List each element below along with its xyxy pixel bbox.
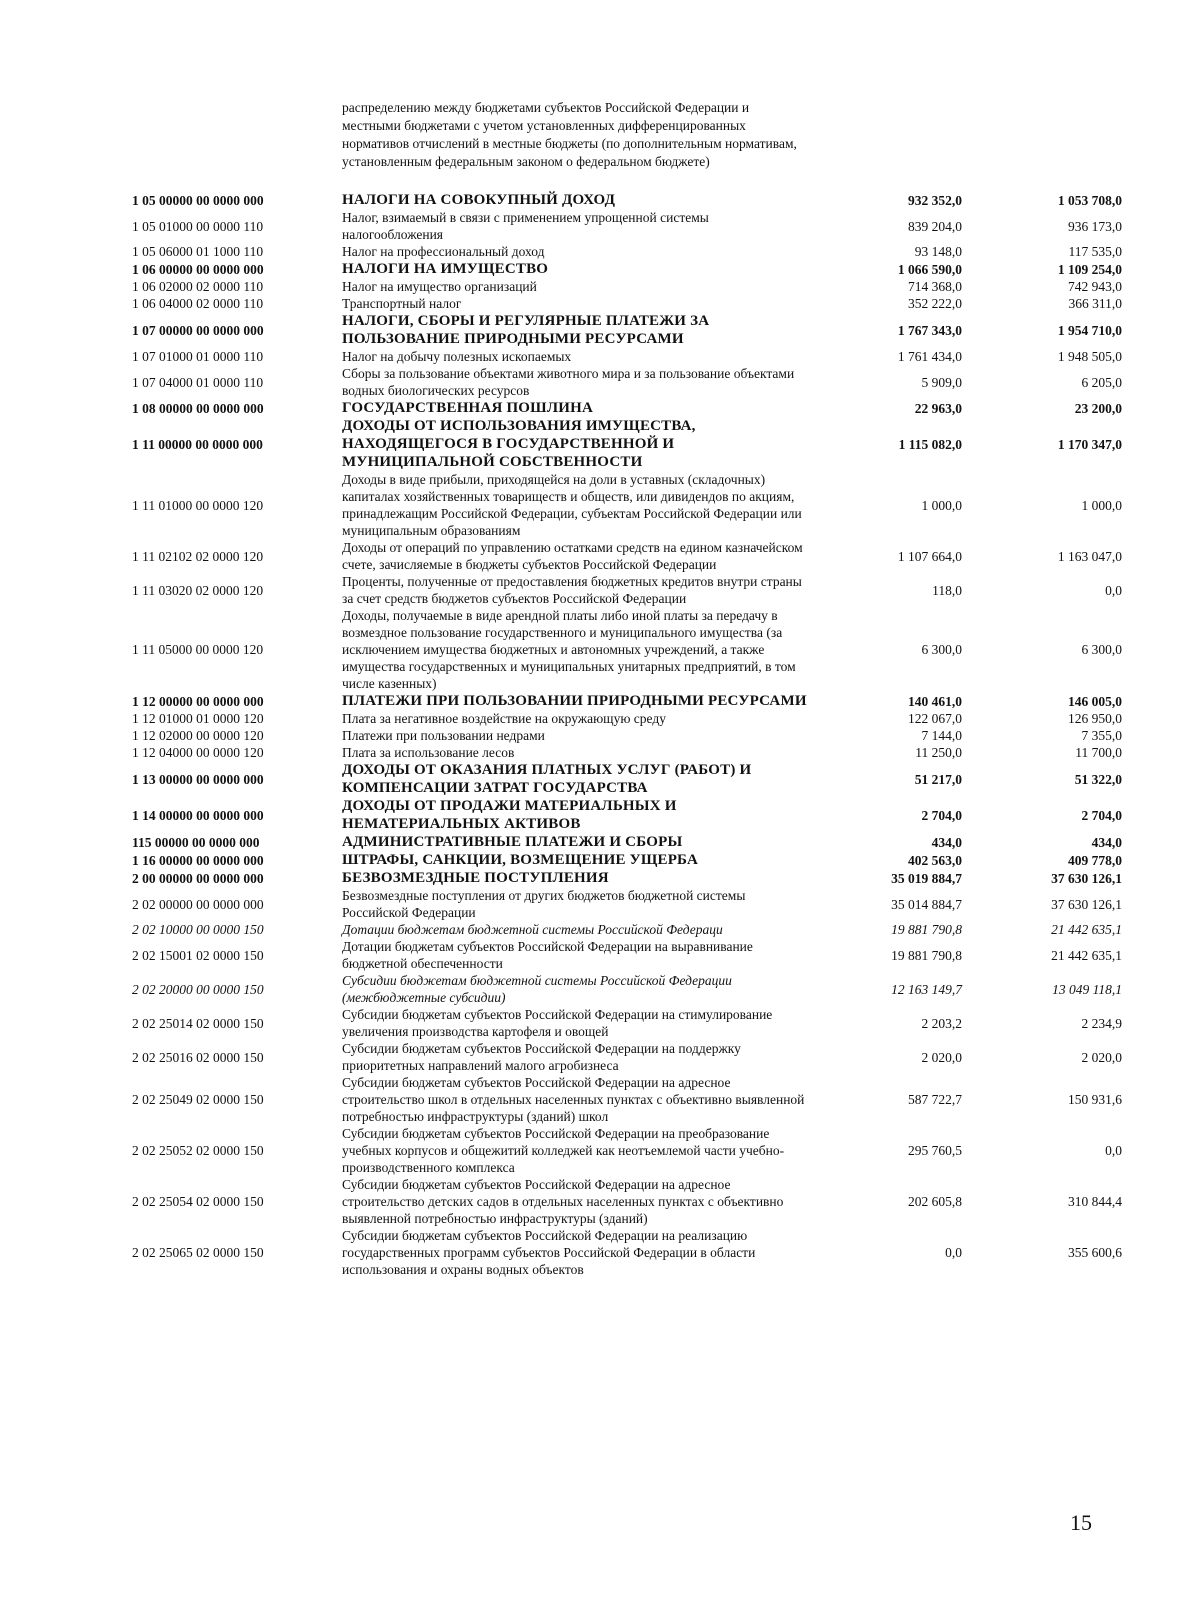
row-value-2025: 310 844,4 xyxy=(1068,1194,1122,1209)
row-value-2024: 19 881 790,8 xyxy=(891,947,962,963)
row-value-2025: 2 704,0 xyxy=(1081,807,1122,823)
table-row xyxy=(132,471,1122,539)
row-value-2025: 21 442 635,1 xyxy=(1051,922,1122,937)
row-value-2025: 7 355,0 xyxy=(1081,728,1122,743)
row-value-2024: 434,0 xyxy=(931,834,962,850)
table-row xyxy=(132,938,1122,972)
row-value-2024: 93 148,0 xyxy=(914,244,962,259)
table-row xyxy=(132,887,1122,921)
row-name: ДОХОДЫ ОТ ПРОДАЖИ МАТЕРИАЛЬНЫХ И НЕМАТЕРИАЛЬНЫХ АКТИВОВ xyxy=(342,798,677,832)
row-code: 1 06 02000 02 0000 110 xyxy=(132,279,264,294)
row-value-2024: 5 909,0 xyxy=(921,374,962,390)
row-value-2025: 6 205,0 xyxy=(1081,374,1122,390)
row-name: ДОХОДЫ ОТ ИСПОЛЬЗОВАНИЯ ИМУЩЕСТВА, НАХОДЯЩЕГОСЯ В ГОСУДАРСТВЕННОЙ И МУНИЦИПАЛЬНОЙ СОБСТВЕННОСТИ xyxy=(342,418,696,470)
row-code: 1 16 00000 00 0000 000 xyxy=(132,852,264,868)
row-value-2024: 402 563,0 xyxy=(908,852,962,868)
row-code: 1 12 01000 01 0000 120 xyxy=(132,711,264,726)
row-value-2025: 1 170 347,0 xyxy=(1057,436,1122,452)
row-value-2024: 35 019 884,7 xyxy=(891,870,962,886)
row-value-2024: 714 368,0 xyxy=(908,279,962,294)
row-code: 1 12 04000 00 0000 120 xyxy=(132,745,264,760)
row-name: Плата за негативное воздействие на окружающую среду xyxy=(342,711,666,726)
row-name: Плата за использование лесов xyxy=(342,745,515,760)
row-value-2025: 434,0 xyxy=(1091,834,1122,850)
row-code: 1 12 00000 00 0000 000 xyxy=(132,693,264,709)
row-name: ГОСУДАРСТВЕННАЯ ПОШЛИНА xyxy=(342,400,593,416)
row-name: БЕЗВОЗМЕЗДНЫЕ ПОСТУПЛЕНИЯ xyxy=(342,870,609,886)
row-value-2024: 118,0 xyxy=(932,582,962,598)
row-name: Дотации бюджетам бюджетной системы Российской Федераци xyxy=(342,922,723,937)
row-value-2024: 202 605,8 xyxy=(908,1194,962,1209)
table-row xyxy=(132,1074,1122,1125)
row-code: 1 05 06000 01 1000 110 xyxy=(132,244,264,259)
row-value-2024: 0,0 xyxy=(945,1245,962,1260)
row-code: 1 08 00000 00 0000 000 xyxy=(132,400,264,416)
row-name: Транспортный налог xyxy=(342,296,462,311)
row-code: 1 11 02102 02 0000 120 xyxy=(132,548,264,564)
row-value-2025: 0,0 xyxy=(1105,582,1122,598)
table-row xyxy=(132,1040,1122,1074)
row-value-2024: 1 761 434,0 xyxy=(897,349,962,364)
row-name: Субсидии бюджетам бюджетной системы Российской Федерации (межбюджетные субсидии) xyxy=(342,973,732,1005)
row-name: Проценты, полученные от предоставления бюджетных кредитов внутри страны за счет средств бюджетов субъектов Российской Федерации xyxy=(342,574,802,606)
row-name: ШТРАФЫ, САНКЦИИ, ВОЗМЕЩЕНИЕ УЩЕРБА xyxy=(342,852,699,868)
table-row xyxy=(132,744,1122,761)
row-value-2025: 1 948 505,0 xyxy=(1057,349,1122,364)
row-name: ДОХОДЫ ОТ ОКАЗАНИЯ ПЛАТНЫХ УСЛУГ (РАБОТ) И КОМПЕНСАЦИИ ЗАТРАТ ГОСУДАРСТВА xyxy=(342,762,752,796)
row-value-2025: 126 950,0 xyxy=(1068,711,1122,726)
row-code: 1 11 03020 02 0000 120 xyxy=(132,582,264,598)
row-value-2025: 1 000,0 xyxy=(1081,497,1122,513)
row-name: Субсидии бюджетам субъектов Российской Федерации на поддержку приоритетных направлений малого агробизнеса xyxy=(342,1041,741,1073)
row-code: 115 00000 00 0000 000 xyxy=(132,834,260,850)
row-code: 1 11 05000 00 0000 120 xyxy=(132,642,264,657)
row-name: Субсидии бюджетам субъектов Российской Федерации на стимулирование увеличения производства картофеля и овощей xyxy=(342,1007,773,1039)
row-value-2025: 1 053 708,0 xyxy=(1057,192,1122,208)
row-value-2025: 409 778,0 xyxy=(1068,852,1122,868)
row-value-2025: 366 311,0 xyxy=(1068,296,1122,311)
row-value-2025: 117 535,0 xyxy=(1068,244,1122,259)
table-row xyxy=(132,851,1122,869)
table-row xyxy=(132,607,1122,692)
row-code: 2 02 00000 00 0000 000 xyxy=(132,896,264,912)
row-code: 1 07 00000 00 0000 000 xyxy=(132,322,264,338)
row-value-2025: 11 700,0 xyxy=(1075,745,1122,760)
row-value-2024: 1 000,0 xyxy=(921,497,962,513)
row-value-2025: 13 049 118,1 xyxy=(1052,981,1122,997)
row-code: 2 02 25052 02 0000 150 xyxy=(132,1143,264,1158)
row-value-2024: 51 217,0 xyxy=(914,771,962,787)
table-row xyxy=(132,209,1122,243)
table-row xyxy=(132,365,1122,399)
table-row xyxy=(132,972,1122,1006)
row-value-2024: 140 461,0 xyxy=(908,693,962,709)
row-name: Налог, взимаемый в связи с применением упрощенной системы налогообложения xyxy=(342,210,709,242)
table-row xyxy=(132,243,1122,260)
row-value-2025: 2 020,0 xyxy=(1081,1049,1122,1065)
row-name: Платежи при пользовании недрами xyxy=(342,728,545,743)
table-row xyxy=(132,573,1122,607)
row-name: АДМИНИСТРАТИВНЫЕ ПЛАТЕЖИ И СБОРЫ xyxy=(342,834,683,850)
row-value-2025: 936 173,0 xyxy=(1068,218,1122,234)
row-value-2024: 1 767 343,0 xyxy=(897,322,962,338)
row-value-2025: 23 200,0 xyxy=(1074,400,1122,416)
row-code: 2 02 25016 02 0000 150 xyxy=(132,1049,264,1065)
row-code: 2 02 25014 02 0000 150 xyxy=(132,1015,264,1031)
row-name: НАЛОГИ НА ИМУЩЕСТВО xyxy=(342,261,549,277)
table-row xyxy=(132,1176,1122,1227)
row-code: 2 02 25054 02 0000 150 xyxy=(132,1194,264,1209)
table-row xyxy=(132,692,1122,710)
table-row xyxy=(132,295,1122,312)
row-name: Субсидии бюджетам субъектов Российской Федерации на адресное строительство школ в отдельных населенных пунктах с объективно выявленной потребностью инфраструктуры (зданий) школ xyxy=(342,1075,805,1124)
table-row xyxy=(132,1125,1122,1176)
row-value-2024: 1 066 590,0 xyxy=(897,261,962,277)
row-code: 1 11 00000 00 0000 000 xyxy=(132,436,263,452)
row-value-2024: 6 300,0 xyxy=(921,642,962,657)
row-value-2024: 352 222,0 xyxy=(908,296,962,311)
row-value-2024: 7 144,0 xyxy=(921,728,962,743)
row-value-2024: 587 722,7 xyxy=(908,1092,962,1107)
row-name: Субсидии бюджетам субъектов Российской Федерации на преобразование учебных корпусов и общежитий колледжей как неотъемлемой части учебно-производственного комплекса xyxy=(342,1126,785,1175)
row-value-2025: 1 109 254,0 xyxy=(1057,261,1122,277)
row-name: Налог на профессиональный доход xyxy=(342,244,545,259)
row-code: 2 02 10000 00 0000 150 xyxy=(132,922,264,937)
table-row xyxy=(132,312,1122,348)
row-value-2025: 6 300,0 xyxy=(1081,642,1122,657)
row-code: 1 13 00000 00 0000 000 xyxy=(132,771,264,787)
table-row xyxy=(132,348,1122,365)
row-value-2024: 122 067,0 xyxy=(908,711,962,726)
row-code: 2 02 20000 00 0000 150 xyxy=(132,981,264,997)
row-code: 1 06 00000 00 0000 000 xyxy=(132,261,264,277)
row-value-2025: 51 322,0 xyxy=(1074,771,1122,787)
table-row xyxy=(132,417,1122,471)
row-name: Субсидии бюджетам субъектов Российской Федерации на реализацию государственных программ субъектов Российской Федерации в области использования и охраны водных объектов xyxy=(342,1228,756,1277)
row-code: 2 02 15001 02 0000 150 xyxy=(132,947,264,963)
row-value-2024: 2 020,0 xyxy=(921,1049,962,1065)
row-value-2024: 22 963,0 xyxy=(914,400,962,416)
row-name: Налог на добычу полезных ископаемых xyxy=(342,349,572,364)
row-code: 1 12 02000 00 0000 120 xyxy=(132,728,264,743)
row-name: Безвозмездные поступления от других бюджетов бюджетной системы Российской Федерации xyxy=(342,888,746,920)
row-value-2024: 2 704,0 xyxy=(921,807,962,823)
table-body xyxy=(132,191,1122,1278)
table-row xyxy=(132,1227,1122,1278)
row-value-2025: 1 954 710,0 xyxy=(1057,322,1122,338)
row-value-2024: 839 204,0 xyxy=(908,218,962,234)
row-code: 1 05 01000 00 0000 110 xyxy=(132,218,264,234)
table-row xyxy=(132,921,1122,938)
table-row xyxy=(132,833,1122,851)
table-row xyxy=(132,260,1122,278)
row-code: 1 05 00000 00 0000 000 xyxy=(132,192,264,208)
row-value-2024: 35 014 884,7 xyxy=(891,896,962,912)
row-name: ПЛАТЕЖИ ПРИ ПОЛЬЗОВАНИИ ПРИРОДНЫМИ РЕСУРСАМИ xyxy=(342,693,807,709)
row-value-2024: 12 163 149,7 xyxy=(891,981,962,997)
row-value-2025: 21 442 635,1 xyxy=(1051,947,1122,963)
row-code: 2 02 25049 02 0000 150 xyxy=(132,1092,264,1107)
row-value-2024: 1 107 664,0 xyxy=(897,548,962,564)
row-name: Дотации бюджетам субъектов Российской Федерации на выравнивание бюджетной обеспеченности xyxy=(342,939,753,971)
row-code: 1 07 04000 01 0000 110 xyxy=(132,374,264,390)
row-value-2024: 932 352,0 xyxy=(908,192,962,208)
row-value-2024: 19 881 790,8 xyxy=(891,922,962,937)
table-row xyxy=(132,869,1122,887)
row-name: Доходы в виде прибыли, приходящейся на доли в уставных (складочных) капиталах хозяйственных товариществ и обществ, или дивидендов по акциям, принадлежащим Российской Федерации, субъектам Российской Федерации или муниципальным образованиям xyxy=(342,472,802,538)
row-code: 1 11 01000 00 0000 120 xyxy=(132,497,264,513)
table-row xyxy=(132,399,1122,417)
row-name: Доходы от операций по управлению остатками средств на едином казначейском счете, зачисляемые в бюджеты субъектов Российской Федерации xyxy=(342,540,803,572)
row-name: НАЛОГИ, СБОРЫ И РЕГУЛЯРНЫЕ ПЛАТЕЖИ ЗА ПОЛЬЗОВАНИЕ ПРИРОДНЫМИ РЕСУРСАМИ xyxy=(342,313,710,347)
row-name: Сборы за пользование объектами животного мира и за пользование объектами водных биологических ресурсов xyxy=(342,366,795,398)
row-code: 1 06 04000 02 0000 110 xyxy=(132,296,264,311)
row-value-2025: 37 630 126,1 xyxy=(1051,896,1122,912)
page-number: 15 xyxy=(1070,1510,1092,1535)
row-value-2024: 11 250,0 xyxy=(915,745,962,760)
row-code: 1 07 01000 01 0000 110 xyxy=(132,349,264,364)
row-code: 2 00 00000 00 0000 000 xyxy=(132,870,264,886)
table-row xyxy=(132,710,1122,727)
row-name: Доходы, получаемые в виде арендной платы либо иной платы за передачу в возмездное пользование государственного и муниципального имущества (за исключением имущества бюджетных и автономных учреждений, а также имущества государственных и муниципальных унитарных предприятий, в том числе казенных) xyxy=(342,608,796,691)
row-name: Налог на имущество организаций xyxy=(342,279,537,294)
table-row xyxy=(132,797,1122,833)
row-value-2025: 1 163 047,0 xyxy=(1057,548,1122,564)
budget-revenue-table xyxy=(132,191,1122,1278)
continuation-text: распределению между бюджетами субъектов Российской Федерации и местными бюджетами с учетом установленных дифференцированных нормативов отчислений в местные бюджеты (по дополнительным нормативам, установленным федеральным законом о федеральном бюджете) xyxy=(342,100,797,169)
row-value-2025: 0,0 xyxy=(1105,1143,1122,1158)
table-row xyxy=(132,539,1122,573)
row-value-2025: 37 630 126,1 xyxy=(1051,870,1122,886)
row-name: Субсидии бюджетам субъектов Российской Федерации на адресное строительство детских садов в отдельных населенных пунктах с объективно выявленной потребностью инфраструктуры (зданий) xyxy=(342,1177,784,1226)
row-value-2025: 742 943,0 xyxy=(1068,279,1122,294)
row-name: НАЛОГИ НА СОВОКУПНЫЙ ДОХОД xyxy=(342,192,616,208)
row-value-2025: 2 234,9 xyxy=(1081,1015,1122,1031)
row-value-2025: 150 931,6 xyxy=(1068,1092,1122,1107)
row-value-2024: 1 115 082,0 xyxy=(898,436,962,452)
row-value-2025: 146 005,0 xyxy=(1068,693,1122,709)
table-row xyxy=(132,761,1122,797)
table-row xyxy=(132,1006,1122,1040)
table-row xyxy=(132,278,1122,295)
row-code: 2 02 25065 02 0000 150 xyxy=(132,1245,264,1260)
table-row xyxy=(132,727,1122,744)
row-value-2024: 2 203,2 xyxy=(921,1015,962,1031)
row-value-2025: 355 600,6 xyxy=(1068,1245,1122,1260)
row-value-2024: 295 760,5 xyxy=(908,1143,962,1158)
row-code: 1 14 00000 00 0000 000 xyxy=(132,807,264,823)
table-row xyxy=(132,191,1122,209)
